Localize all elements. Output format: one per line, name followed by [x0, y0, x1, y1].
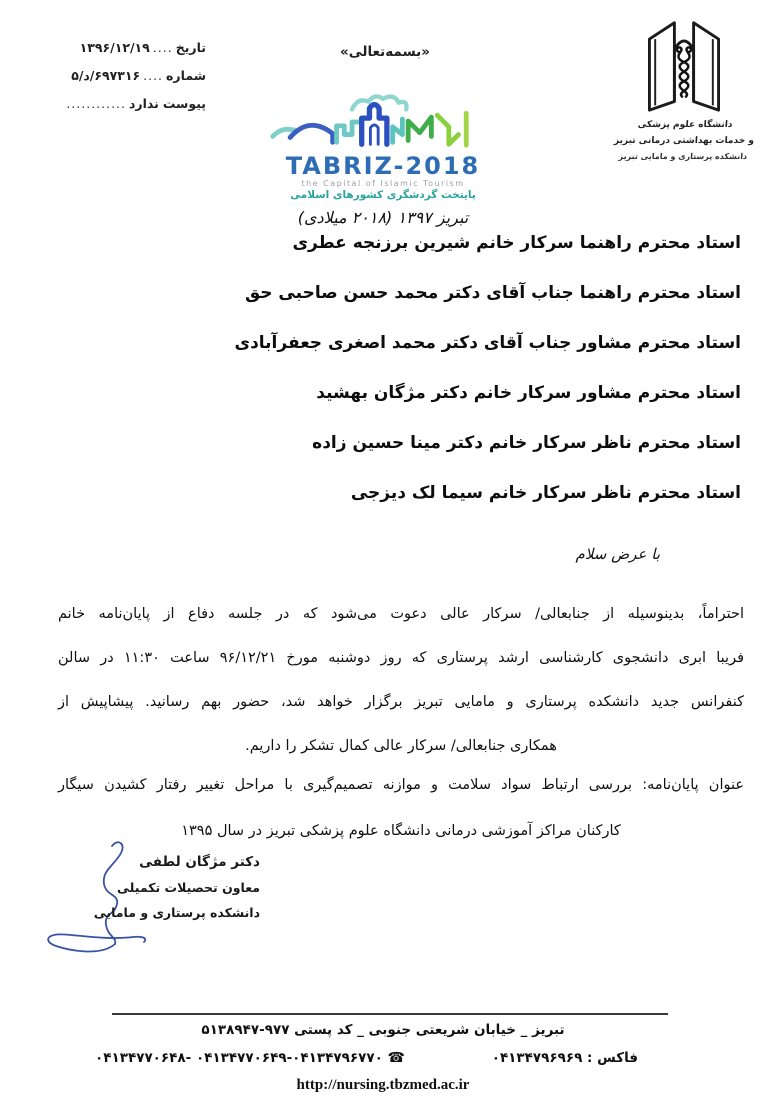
footer-website: http://nursing.tbzmed.ac.ir	[296, 1077, 470, 1093]
date-dots: ....	[152, 40, 173, 55]
tabriz2018-title: TABRIZ-2018	[285, 152, 481, 180]
university-emblem-icon	[614, 14, 754, 116]
greeting: با عرض سلام	[575, 545, 660, 563]
attachment-dots: ............	[66, 96, 127, 111]
body-line: احتراماً، بدینوسیله از جنابعالی/ سرکار عالی دعوت می‌شود که در جلسه دفاع از پایان‌نامه خانم	[58, 606, 744, 622]
phone-icon: ☎	[387, 1050, 405, 1066]
signer-name: دکتر مژگان لطفی	[139, 854, 260, 870]
date-row	[26, 40, 206, 55]
number-label: شماره	[166, 68, 206, 83]
number-dots: ....	[143, 68, 164, 83]
tabriz2018-logo	[258, 92, 508, 227]
tabriz-year-line: تبریز ۱۳۹۷ (۲۰۱۸ میلادی)	[297, 208, 469, 227]
thesis-title-paragraph	[58, 762, 744, 854]
recipient-line: استاد محترم مشاور سرکار خانم دکتر مژگان بهشید	[316, 383, 741, 403]
footer-fax	[492, 1050, 638, 1066]
attachment-value: ندارد	[129, 96, 159, 111]
number-row	[26, 68, 206, 83]
signature-block	[45, 850, 260, 925]
body-line: همکاری جنابعالی/ سرکار عالی کمال تشکر را داریم.	[245, 738, 557, 754]
university-block	[614, 14, 754, 164]
university-name-line2: و خدمات بهداشتی درمانی تبریز	[613, 135, 755, 146]
recipient-line: استاد محترم ناظر سرکار خانم دکتر مینا حسین زاده	[312, 433, 741, 453]
body-line: کنفرانس جدید دانشکده پرستاری و مامایی تبریز برگزار خواهد شد، حضور بهم رسانید. پیشاپیش از	[58, 694, 744, 710]
thesis-line: کارکنان مراکز آموزشی درمانی دانشگاه علوم پزشکی تبریز در سال ۱۳۹۵	[181, 823, 621, 839]
university-name-line1: دانشگاه علوم پزشکی	[637, 120, 733, 130]
recipients-list	[55, 218, 741, 518]
recipient-line: استاد محترم مشاور جناب آقای دکتر محمد اصغری جعفرآبادی	[234, 333, 741, 353]
recipient-line: استاد محترم راهنما سرکار خانم شیرین برزنجه عطری	[292, 233, 741, 253]
fax-label: فاکس :	[587, 1050, 638, 1066]
university-name-line3: دانشکده پرستاری و مامایی تبریز	[618, 151, 748, 161]
body-paragraph	[58, 592, 744, 768]
basmala: «بسمه‌تعالی»	[340, 44, 430, 60]
footer-address: تبریز _ خیابان شریعتی جنوبی _ کد پستی ۹۷۷-۵۱۳۸۹۴۷	[201, 1022, 565, 1038]
date-value: ۱۳۹۶/۱۲/۱۹	[79, 40, 150, 55]
footer-divider	[112, 1013, 668, 1015]
thesis-line: عنوان پایان‌نامه: بررسی ارتباط سواد سلامت و موازنه تصمیم‌گیری با مراحل تغییر رفتار کشیدن سیگار	[58, 777, 744, 793]
footer-contact-row	[95, 1050, 638, 1066]
recipient-line: استاد محترم ناظر سرکار خانم سیما لک دیزجی	[350, 483, 741, 503]
attachment-label: پیوست	[162, 96, 206, 111]
university-name	[612, 118, 755, 164]
tabriz2018-subtitle-fa: پایتخت گردشگری کشورهای اسلامی	[290, 189, 476, 201]
fax-value: ۰۴۱۳۴۷۹۶۹۶۹	[491, 1050, 583, 1066]
tabriz2018-subtitle: the Capital of Islamic Tourism	[301, 179, 465, 188]
attachment-row	[26, 96, 206, 111]
number-value: ۵/د/۶۹۷۳۱۶	[71, 68, 141, 83]
letter-meta-block	[26, 40, 206, 124]
signer-organization: دانشکده پرستاری و مامایی	[93, 905, 260, 920]
signer-title: معاون تحصیلات تکمیلی	[117, 880, 260, 895]
body-line: فریبا ابری دانشجوی کارشناسی ارشد پرستاری که روز دوشنبه مورخ ۹۶/۱۲/۲۱ ساعت ۱۱:۳۰ در سالن	[58, 650, 745, 666]
phone-numbers: ۰۴۱۳۴۷۷۰۶۴۸- ۰۴۱۳۴۷۷۰۶۴۹-۰۴۱۳۴۷۹۶۷۷۰	[95, 1050, 383, 1066]
recipient-line: استاد محترم راهنما جناب آقای دکتر محمد حسن صاحبی حق	[244, 283, 741, 303]
footer-phones	[95, 1050, 407, 1066]
date-label: تاریخ	[175, 40, 206, 55]
